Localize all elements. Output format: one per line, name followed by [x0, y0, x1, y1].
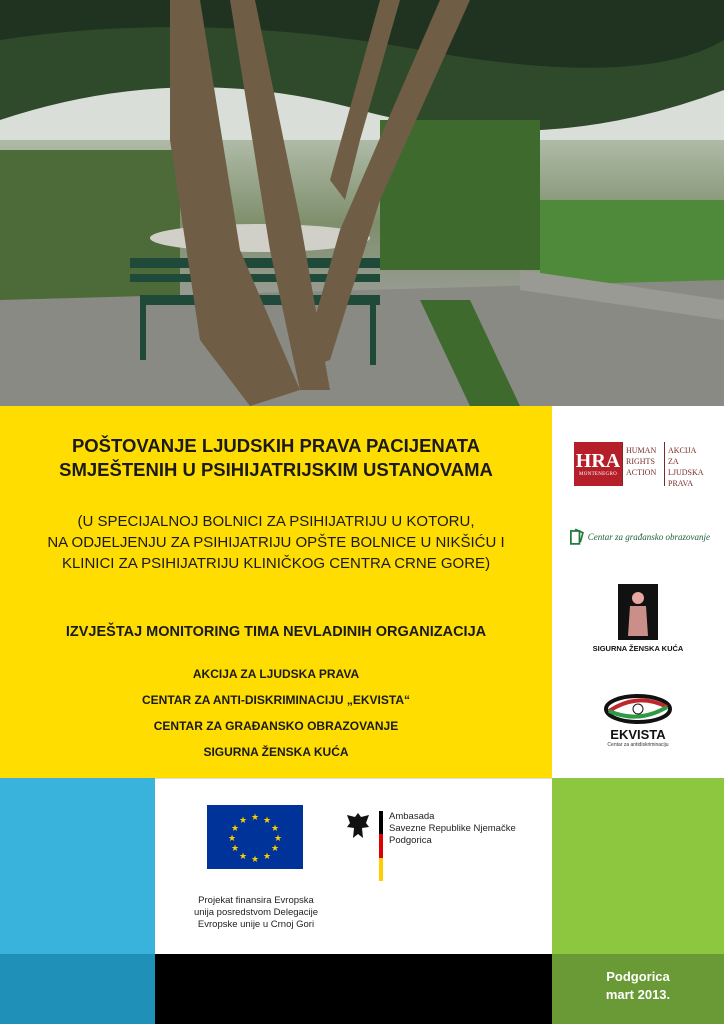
- title-line-2: SMJEŠTENIH U PSIHIJATRIJSKIM USTANOVAMA: [59, 459, 493, 480]
- organization-item: SIGURNA ŽENSKA KUĆA: [203, 745, 349, 759]
- hra-country: MONTENEGRO: [579, 472, 617, 477]
- svg-text:★: ★: [250, 855, 260, 865]
- svg-text:★: ★: [230, 844, 240, 854]
- hra-abbr: HRA: [575, 450, 621, 472]
- embassy-name: [389, 811, 516, 847]
- hra-local-line: AKCIJA ZA: [668, 446, 697, 466]
- hra-english-name: [622, 442, 664, 486]
- hra-english-line: HUMAN: [626, 446, 657, 455]
- german-eagle-icon: [345, 811, 371, 841]
- funding-panel: [155, 778, 552, 954]
- hra-english-line: RIGHTS: [626, 457, 655, 466]
- organization-item: CENTAR ZA GRAĐANSKO OBRAZOVANJE: [153, 719, 399, 733]
- cgo-logo: [570, 526, 710, 548]
- hra-english-line: ACTION: [626, 468, 657, 477]
- black-block: [155, 954, 552, 1024]
- hra-logo: [574, 442, 702, 486]
- cgo-emblem-icon: [570, 527, 584, 547]
- german-flag-stripe: [379, 811, 383, 881]
- subtitle-line-3: KLINICI ZA PSIHIJATRIJU KLINIČKOG CENTRA CRNE GORE): [61, 555, 491, 572]
- hra-logo-mark: [574, 442, 622, 486]
- svg-text:★: ★: [250, 813, 260, 823]
- blue-block: [0, 778, 155, 954]
- eu-caption-line: unija posredstvom Delegacije: [193, 907, 319, 918]
- svg-text:★: ★: [238, 816, 248, 826]
- cgo-name: Centar za građansko obrazovanje: [587, 532, 710, 542]
- eu-caption-line: Evropske unije u Crnoj Gori: [197, 919, 315, 930]
- cover-photo-park-bench: [0, 0, 724, 406]
- hra-local-name: [664, 442, 702, 486]
- szk-figure-icon: [618, 584, 658, 640]
- eu-flag-icon: [207, 805, 303, 869]
- report-label: IZVJEŠTAJ MONITORING TIMA NEVLADINIH ORGANIZACIJA: [65, 624, 487, 640]
- footer-date: mart 2013.: [605, 987, 671, 1002]
- szk-logo: [588, 584, 688, 653]
- dark-blue-block: [0, 954, 155, 1024]
- svg-text:★: ★: [273, 834, 283, 844]
- footer-place-date: [552, 954, 724, 1024]
- hra-local-line: PRAVA: [668, 479, 694, 488]
- ekvista-emblem-icon: [603, 694, 673, 724]
- svg-text:★: ★: [270, 824, 280, 834]
- organization-item: CENTAR ZA ANTI-DISKRIMINACIJU „EKVISTA“: [142, 693, 410, 707]
- svg-text:★: ★: [230, 824, 240, 834]
- title-line-1: POŠTOVANJE LJUDSKIH PRAVA PACIJENATA: [71, 435, 481, 456]
- subtitle-line-1: (U SPECIJALNOJ BOLNICI ZA PSIHIJATRIJU U KOTORU,: [77, 513, 475, 530]
- svg-text:★: ★: [262, 816, 272, 826]
- organization-list: [0, 661, 552, 765]
- organization-item: AKCIJA ZA LJUDSKA PRAVA: [192, 667, 360, 681]
- german-embassy-logo: [345, 811, 545, 881]
- green-block: [552, 778, 724, 954]
- embassy-line: Savezne Republike Njemačke: [389, 823, 516, 834]
- document-title: [0, 434, 552, 482]
- partner-logos-column: [552, 406, 724, 778]
- svg-text:★: ★: [270, 844, 280, 854]
- svg-text:★: ★: [227, 834, 237, 844]
- svg-text:★: ★: [262, 852, 272, 862]
- ekvista-name: EKVISTA: [610, 727, 666, 742]
- title-panel: [0, 406, 552, 778]
- embassy-line: Ambasada: [389, 811, 435, 822]
- document-subtitle: [0, 511, 552, 574]
- szk-name: SIGURNA ŽENSKA KUĆA: [592, 644, 684, 653]
- footer-city: Podgorica: [606, 969, 670, 984]
- ekvista-logo: [592, 694, 684, 748]
- ekvista-subtitle: Centar za antidiskriminaciju: [607, 742, 669, 748]
- eu-caption-line: Projekat finansira Evropska: [198, 895, 314, 906]
- svg-text:★: ★: [238, 852, 248, 862]
- subtitle-line-2: NA ODJELJENJU ZA PSIHIJATRIJU OPŠTE BOLNICE U NIKŠIĆU I: [47, 534, 505, 551]
- hra-local-line: LJUDSKA: [668, 468, 704, 477]
- embassy-line: Podgorica: [389, 835, 432, 846]
- eu-funding-caption: [167, 895, 345, 931]
